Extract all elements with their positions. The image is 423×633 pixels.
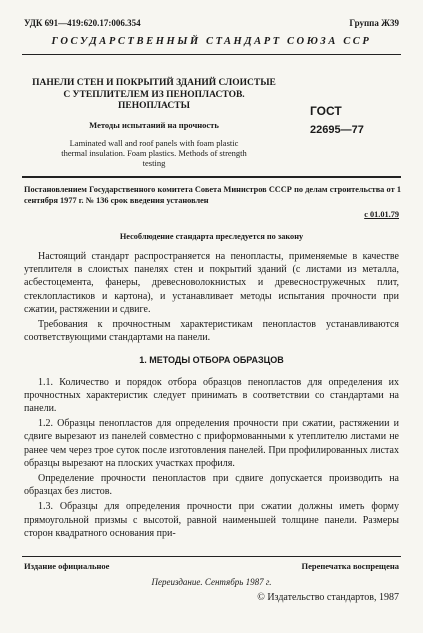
legal-warning: Несоблюдение стандарта преследуется по закону <box>119 232 304 241</box>
footer-rule <box>22 556 401 557</box>
english-title <box>24 138 284 168</box>
reissue-note: Переиздание. Сентябрь 1987 г. <box>151 577 272 587</box>
body-paragraph: 1.3. Образцы для определения прочности при сжатии должны иметь форму прямоугольной призмы с высотой, равной наименьшей толщине панели. Размеры сторон квадратного основания при- <box>24 501 399 539</box>
effective-date: с 01.01.79 <box>364 210 399 219</box>
section-heading: 1. МЕТОДЫ ОТБОРА ОБРАЗЦОВ <box>139 355 284 366</box>
title-line: С УТЕПЛИТЕЛЕМ ИЗ ПЕНОПЛАСТОВ. <box>63 89 245 100</box>
group-code: Группа Ж39 <box>349 18 399 28</box>
body-paragraph: Определение прочности пенопластов при сдвиге допускается производить на образцах без листов. <box>24 473 399 498</box>
document-subtitle: Методы испытаний на прочность <box>89 119 219 130</box>
header-rule <box>22 54 401 55</box>
document-body <box>24 250 399 542</box>
body-paragraph: 1.1. Количество и порядок отбора образцов пенопластов для определения их прочностных характеристик следует принимать в соответствии со стандартами на панели. <box>24 376 399 415</box>
title-line: ПЕНОПЛАСТЫ <box>118 101 190 111</box>
header-row <box>24 18 399 32</box>
body-paragraph: 1.2. Образцы пенопластов для определения прочности при сжатии, растяжении и сдвиге вырезают из панелей совместно с приформованными к утеплителю листами не ранее чем через трое суток после изготовления панелей. При профилированных листах образцы вырезают на плоских участках профиля. <box>24 418 399 469</box>
english-title-line: Laminated wall and roof panels with foam plastic <box>69 137 239 148</box>
english-title-line: testing <box>142 157 166 168</box>
title-line: ПАНЕЛИ СТЕН И ПОКРЫТИЙ ЗДАНИЙ СЛОИСТЫЕ <box>32 78 276 88</box>
copyright-note: © Издательство стандартов, 1987 <box>257 592 399 603</box>
standard-name: ГОСУДАРСТВЕННЫЙ СТАНДАРТ СОЮЗА ССР <box>51 36 372 47</box>
udk-code: УДК 691—419:620.17:006.354 <box>24 18 141 28</box>
title-rule <box>22 176 401 178</box>
document-title <box>24 78 284 113</box>
gost-label: ГОСТ <box>310 104 342 118</box>
gost-block <box>310 104 400 136</box>
decree-text: Постановлением Государственного комитета Совета Министров СССР по делам строительства от 1 сентября 1977 г. № 136 срок введения установлен <box>24 185 401 205</box>
body-paragraph: Требования к прочностным характеристикам пенопластов устанавливаются соответствующими стандартами на панели. <box>24 319 399 344</box>
reprint-prohibited-note: Перепечатка воспрещена <box>301 561 399 571</box>
official-edition-note: Издание официальное <box>24 561 110 571</box>
gost-number: 22695—77 <box>310 124 364 136</box>
title-block <box>24 78 284 168</box>
english-title-line: thermal insulation. Foam plastics. Methods of strength <box>61 147 247 158</box>
body-paragraph: Настоящий стандарт распространяется на пенопласты, применяемые в качестве утеплителя в слоистых панелях стен и покрытий зданий (с листами из металла, асбестоцемента, фанеры, древесноволокнистых и древесностружечных плит, стеклопластиков и картона), и устанавливает методы испытания прочности при сжатии, растяжении и сдвиге. <box>24 251 399 315</box>
